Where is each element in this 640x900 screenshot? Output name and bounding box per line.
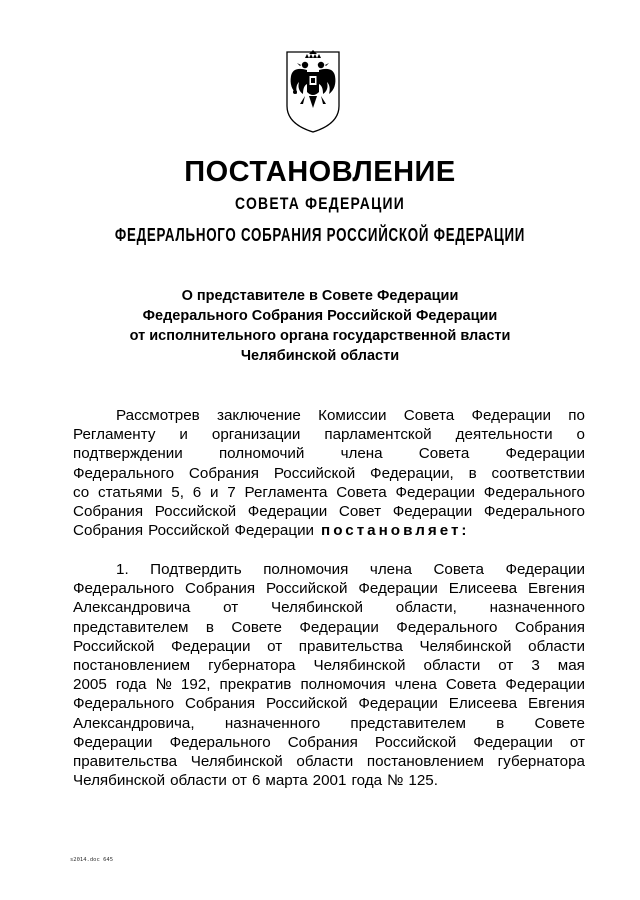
- word: Российской: [73, 637, 155, 655]
- word: губернатора: [208, 656, 296, 674]
- word: Совете: [534, 714, 585, 732]
- word: от: [223, 599, 239, 617]
- issuer-line-1: СОВЕТА ФЕДЕРАЦИИ: [235, 194, 405, 213]
- word: области: [423, 656, 481, 674]
- text-line: [73, 675, 585, 694]
- word: Собрания: [185, 695, 256, 713]
- word: Собрания: [73, 522, 144, 540]
- word: Совета: [336, 483, 387, 501]
- text-line: [73, 406, 585, 425]
- word: 2001: [312, 772, 347, 790]
- word: Елисеева: [448, 695, 518, 713]
- word: 7: [227, 483, 236, 501]
- word: Федерации: [505, 445, 585, 463]
- item-1-paragraph: [73, 560, 585, 790]
- word: Федерации: [505, 676, 585, 694]
- word: Российской: [154, 502, 237, 520]
- word: Федерации,: [370, 464, 454, 482]
- word: Челябинской: [190, 752, 283, 770]
- word: Александровича: [73, 599, 191, 617]
- word: Российской: [266, 580, 348, 598]
- word: от: [569, 733, 585, 751]
- word: статьями: [98, 483, 163, 501]
- text-line: [73, 502, 585, 521]
- document-subject-heading: [0, 286, 640, 366]
- word: Федерации: [358, 695, 438, 713]
- word: представителем: [73, 618, 189, 636]
- word: Челябинской: [73, 772, 166, 790]
- word: 125.: [408, 772, 438, 790]
- word: Российской: [374, 733, 457, 751]
- word: назначенного: [489, 599, 585, 617]
- word: 5,: [171, 483, 184, 501]
- word: Совета: [445, 676, 497, 694]
- text-line: [73, 733, 585, 752]
- word: в: [496, 714, 505, 732]
- word: Челябинской: [419, 637, 512, 655]
- word: года: [115, 676, 147, 694]
- word: Федерального: [396, 618, 498, 636]
- word: члена: [394, 676, 437, 694]
- word: Федерации: [473, 733, 553, 751]
- word: полномочия: [300, 676, 386, 694]
- word: Совета: [433, 561, 484, 578]
- word: Федерации: [299, 618, 379, 636]
- word: 192,: [180, 676, 211, 694]
- text-line: [73, 444, 585, 463]
- text-line: [73, 771, 585, 790]
- word: Совет: [338, 502, 382, 520]
- word: в: [468, 464, 477, 482]
- word: губернатора: [497, 752, 585, 770]
- word: Федерации: [171, 637, 251, 655]
- word: области: [296, 752, 354, 770]
- resolves-keyword: постановляет:: [321, 522, 470, 540]
- word: Совете: [231, 618, 282, 636]
- word: Собрания: [287, 733, 358, 751]
- word: Регламенту: [73, 426, 156, 444]
- word: 6: [192, 483, 202, 501]
- word: области,: [395, 599, 457, 617]
- word: Федерального: [483, 483, 585, 501]
- word: Федерации: [395, 483, 476, 501]
- word: года: [351, 772, 383, 790]
- text-line: [73, 560, 585, 579]
- text-line: [73, 694, 585, 713]
- word: Российской: [266, 695, 348, 713]
- text-line: [73, 579, 585, 598]
- preamble-paragraph: [73, 406, 585, 540]
- word: Федерального: [73, 464, 175, 482]
- word: члена: [369, 561, 412, 578]
- word: члена: [340, 445, 383, 463]
- word: заключение: [217, 407, 301, 424]
- word: представителем: [350, 714, 466, 732]
- word: Александровича,: [73, 714, 195, 732]
- text-line: [73, 598, 585, 617]
- word: парламентской: [324, 426, 432, 444]
- text-line: [73, 483, 585, 502]
- word: Федерации: [247, 502, 328, 520]
- word: области: [528, 637, 585, 655]
- text-line: [73, 752, 585, 771]
- word: Собрания: [188, 464, 260, 482]
- issuer-line-2: ФЕДЕРАЛЬНОГО СОБРАНИЯ РОССИЙСКОЙ ФЕДЕРАЦИИ: [114, 225, 526, 245]
- word: прекратив: [219, 676, 292, 694]
- word: Регламента: [244, 483, 328, 501]
- file-reference: s2014.doc 645: [70, 857, 114, 863]
- text-line: [73, 637, 585, 656]
- word: Комиссии: [318, 407, 387, 424]
- text-line: [73, 618, 585, 637]
- word: Федерального: [169, 733, 271, 751]
- word: Российской: [148, 522, 230, 540]
- word: Федерального: [483, 502, 585, 520]
- word: и: [179, 426, 188, 444]
- word: №: [155, 676, 172, 694]
- word: марта: [265, 772, 308, 790]
- word: Федерации: [358, 580, 438, 598]
- word: назначенного: [224, 714, 321, 732]
- word: со: [73, 483, 90, 501]
- word: 3: [531, 656, 540, 674]
- word: Евгения: [528, 695, 585, 713]
- word: 2005: [73, 676, 107, 694]
- document-type-title: ПОСТАНОВЛЕНИЕ: [184, 156, 456, 188]
- word: соответствии: [491, 464, 585, 482]
- word: области: [170, 772, 227, 790]
- word: о: [576, 426, 585, 444]
- text-line: [73, 656, 585, 675]
- coat-of-arms-icon: [283, 48, 343, 134]
- word: Федерации: [234, 522, 315, 540]
- heading-line: Федерального Собрания Российской Федерации: [142, 308, 498, 324]
- heading-line: Челябинской области: [240, 348, 400, 364]
- word: постановлением: [73, 656, 191, 674]
- word: деятельности: [455, 426, 553, 444]
- heading-line: О представителе в Совете Федерации: [181, 288, 459, 304]
- text-line: [73, 425, 585, 444]
- text-line: [73, 714, 585, 733]
- word: Федерального: [73, 580, 175, 598]
- word: №: [387, 772, 404, 790]
- word: Собрания: [73, 502, 144, 520]
- word: полномочия: [263, 561, 349, 578]
- heading-line: от исполнительного органа государственной власти: [129, 328, 511, 344]
- word: подтверждении: [73, 445, 183, 463]
- word: Подтвердить: [150, 561, 242, 578]
- text-line: [73, 464, 585, 483]
- word: 6: [251, 772, 261, 790]
- word: по: [568, 407, 585, 424]
- word: Собрания: [514, 618, 585, 636]
- word: полномочий: [218, 445, 305, 463]
- word: Челябинской: [313, 656, 406, 674]
- word: Совета: [403, 407, 455, 424]
- word: Челябинской: [270, 599, 364, 617]
- word: Федерации: [73, 733, 153, 751]
- word: Совета: [418, 445, 470, 463]
- word: от: [498, 656, 514, 674]
- word: и: [209, 483, 219, 501]
- word: Федерации: [471, 407, 552, 424]
- word: в: [205, 618, 214, 636]
- word: постановлением: [366, 752, 484, 770]
- word: Елисеева: [448, 580, 518, 598]
- word: правительства: [73, 752, 178, 770]
- word: 1.: [116, 561, 129, 578]
- word: от: [231, 772, 247, 790]
- word: Евгения: [528, 580, 585, 598]
- word: Российской: [273, 464, 356, 482]
- word: Федерации: [392, 502, 473, 520]
- word: от: [267, 637, 283, 655]
- word: Федерации: [505, 561, 585, 578]
- word: Собрания: [185, 580, 256, 598]
- word: организации: [211, 426, 301, 444]
- word: Федерального: [73, 695, 175, 713]
- word: правительства: [298, 637, 403, 655]
- word: Рассмотрев: [116, 407, 200, 424]
- word: мая: [557, 656, 585, 674]
- text-line: [73, 521, 585, 540]
